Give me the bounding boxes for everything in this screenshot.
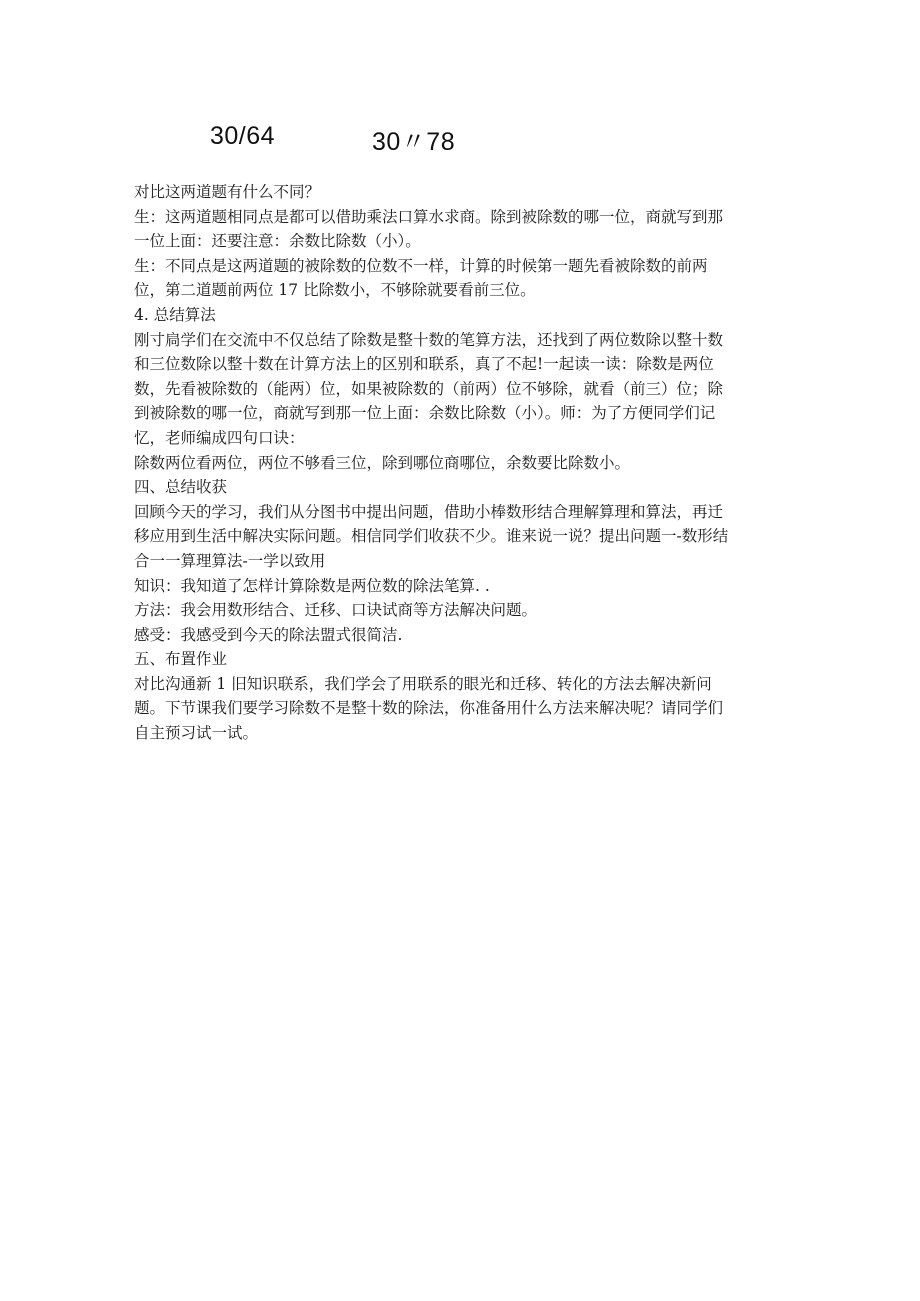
rhyme-line: 除数两位看两位，两位不够看三位，除到哪位商哪位，余数要比除数小。 [134,453,631,472]
paragraph-line: 合一一算理算法-一学以致用 [134,551,326,570]
section-heading-homework: 五、布置作业 [134,650,228,669]
section-heading-summary-gains: 四、总结收获 [134,478,228,497]
division-expressions [0,122,920,162]
feeling-line: 感受：我感受到今天的除法盟式很简洁. [134,625,403,644]
section-heading-summary-method: 4. 总结算法 [134,305,216,324]
paragraph-line: 对比沟通新 1 旧知识联系，我们学会了用联系的眼光和迁移、转化的方法去解决新问 [134,674,712,693]
question-line: 对比这两道题有什么不同？ [134,183,321,201]
paragraph-line: 和三位数除以整十数在计算方法上的区别和联系，真了不起!一起读一读：除数是两位 [134,355,714,374]
paragraph-line: 自主预习试一试。 [134,724,259,743]
student-answer-line: 生：不同点是这两道题的被除数的位数不一样，计算的时候第一题先看被除数的前两 [134,256,708,275]
paragraph-line: 数，先看被除数的（能两）位，如果被除数的（前两）位不够除，就看（前三）位；除 [134,379,724,398]
paragraph-line: 回顾今天的学习，我们从分图书中提出问题，借助小棒数形结合理解算理和算法，再迁 [134,502,724,521]
student-answer-line: 位，第二道题前两位 17 比除数小，不够除就要看前三位。 [134,281,536,300]
division-expression-2: 30〃78 [372,128,456,156]
student-answer-line: 生：这两道题相同点是都可以借助乘法口算水求商。除到被除数的哪一位，商就写到那 [134,207,724,226]
paragraph-line: 忆，老师编成四句口诀： [134,428,305,447]
paragraph-line: 移应用到生活中解决实际问题。相信同学们收获不少。谁来说一说？提出问题一-数形结 [134,527,729,546]
lesson-text [134,180,794,746]
knowledge-line: 知识：我知道了怎样计算除数是两位数的除法笔算. . [134,576,490,595]
student-answer-line: 一位上面：还要注意：余数比除数（小）。 [134,232,421,251]
division-expression-1: 30/64 [210,122,276,150]
method-line: 方法：我会用数形结合、迁移、口诀试商等方法解决问题。 [134,601,538,620]
paragraph-line: 刚寸扃学们在交流中不仅总结了除数是整十数的笔算方法，还找到了两位数除以整十数 [134,330,724,349]
paragraph-line: 题。下节课我们要学习除数不是整十数的除法，你准备用什么方法来解决呢？请同学们 [134,699,724,718]
paragraph-line: 到被除数的哪一位，商就写到那一位上面：余数比除数（小）。师：为了方便同学们记 [134,404,716,423]
